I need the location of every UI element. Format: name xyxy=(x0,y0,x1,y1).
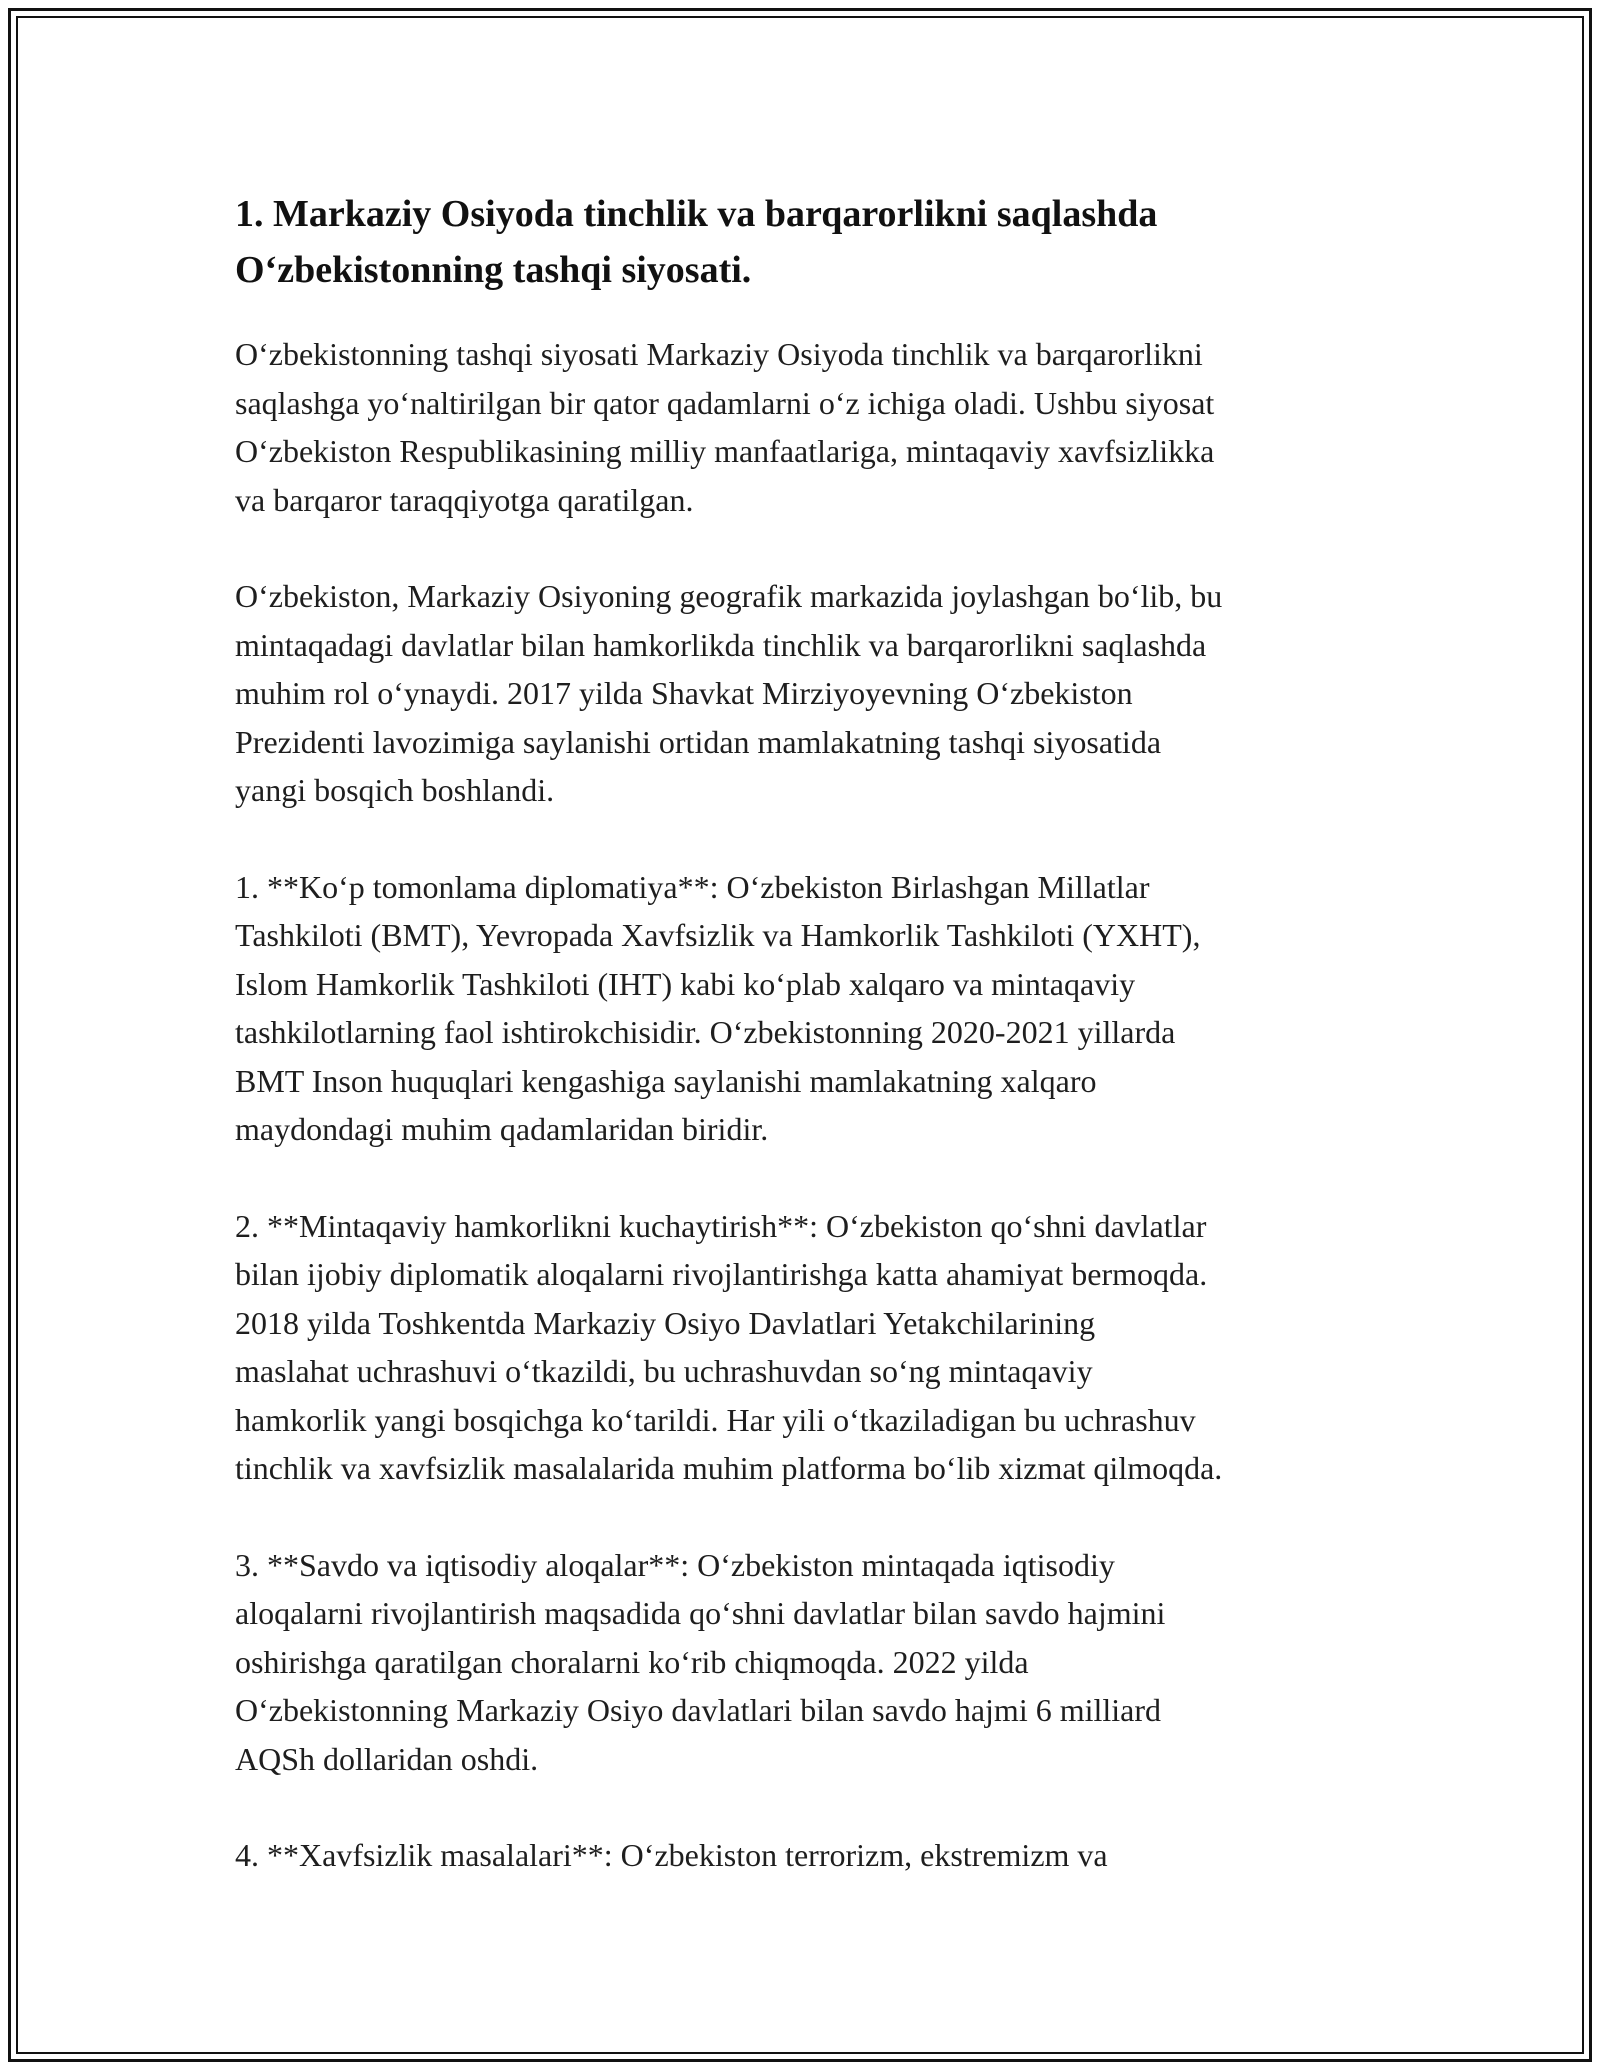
text-line: Tashkiloti (BMT), Yevropada Xavfsizlik va Hamkorlik Tashkiloti (YXHT), xyxy=(235,917,1201,953)
text-line: AQSh dollaridan oshdi. xyxy=(235,1740,539,1777)
paragraph xyxy=(235,863,1385,1154)
paragraph xyxy=(235,1831,1385,1880)
text-line: maslahat uchrashuvi o‘tkazildi, bu uchrashuvdan so‘ng mintaqaviy xyxy=(235,1353,1093,1389)
text-line: 2. **Mintaqaviy hamkorlikni kuchaytirish**: O‘zbekiston qo‘shni davlatlar xyxy=(235,1207,1207,1244)
text-line: O‘zbekistonning tashqi siyosati. xyxy=(235,249,752,291)
text-line: 1. **Ko‘p tomonlama diplomatiya**: O‘zbekiston Birlashgan Millatlar xyxy=(235,868,1150,905)
paragraph xyxy=(235,1202,1385,1493)
text-line: saqlashga yo‘naltirilgan bir qator qadamlarni o‘z ichiga oladi. Ushbu siyosat xyxy=(235,384,1215,421)
text-line: O‘zbekiston Respublikasining milliy manfaatlariga, mintaqaviy xavfsizlikka xyxy=(235,433,1215,469)
document-body xyxy=(235,186,1385,1880)
text-line: oshirishga qaratilgan choralarni ko‘rib chiqmoqda. 2022 yilda xyxy=(235,1643,1029,1680)
text-line: mintaqadagi davlatlar bilan hamkorlikda tinchlik va barqarorlikni saqlashda xyxy=(235,626,1207,663)
text-line: va barqaror taraqqiyotga qaratilgan. xyxy=(235,481,694,518)
text-line: muhim rol o‘ynaydi. 2017 yilda Shavkat Mirziyoyevning O‘zbekiston xyxy=(235,675,1133,711)
paragraph xyxy=(235,572,1385,815)
text-line: 2018 yilda Toshkentda Markaziy Osiyo Davlatlari Yetakchilarining xyxy=(235,1304,1096,1341)
document-title xyxy=(235,186,1385,298)
paragraph xyxy=(235,1541,1385,1784)
text-line: O‘zbekistonning Markaziy Osiyo davlatlari bilan savdo hajmi 6 milliard xyxy=(235,1692,1162,1728)
text-line: tashkilotlarning faol ishtirokchisidir. O‘zbekistonning 2020-2021 yillarda xyxy=(235,1014,1176,1050)
text-line: 3. **Savdo va iqtisodiy aloqalar**: O‘zbekiston mintaqada iqtisodiy xyxy=(235,1546,1115,1583)
text-line: 4. **Xavfsizlik masalalari**: O‘zbekiston terrorizm, ekstremizm va xyxy=(235,1837,1108,1873)
text-line: maydondagi muhim qadamlaridan biridir. xyxy=(235,1111,769,1147)
text-line: tinchlik va xavfsizlik masalalarida muhim platforma bo‘lib xizmat qilmoqda. xyxy=(235,1450,1223,1486)
text-line: 1. Markaziy Osiyoda tinchlik va barqarorlikni saqlashda xyxy=(235,193,1158,235)
text-line: hamkorlik yangi bosqichga ko‘tarildi. Har yili o‘tkaziladigan bu uchrashuv xyxy=(235,1401,1196,1438)
paragraph xyxy=(235,330,1385,524)
text-line: O‘zbekistonning tashqi siyosati Markaziy Osiyoda tinchlik va barqarorlikni xyxy=(235,336,1203,372)
text-line: BMT Inson huquqlari kengashiga saylanishi mamlakatning xalqaro xyxy=(235,1062,1097,1099)
text-line: aloqalarni rivojlantirish maqsadida qo‘shni davlatlar bilan savdo hajmini xyxy=(235,1595,1166,1631)
paragraph-list xyxy=(235,330,1385,1880)
text-line: yangi bosqich boshlandi. xyxy=(235,772,555,808)
text-line: O‘zbekiston, Markaziy Osiyoning geografik markazida joylashgan bo‘lib, bu xyxy=(235,578,1223,614)
text-line: Islom Hamkorlik Tashkiloti (IHT) kabi ko‘plab xalqaro va mintaqaviy xyxy=(235,965,1136,1002)
text-line: Prezidenti lavozimiga saylanishi ortidan mamlakatning tashqi siyosatida xyxy=(235,723,1162,760)
text-line: bilan ijobiy diplomatik aloqalarni rivojlantirishga katta ahamiyat bermoqda. xyxy=(235,1256,1208,1292)
